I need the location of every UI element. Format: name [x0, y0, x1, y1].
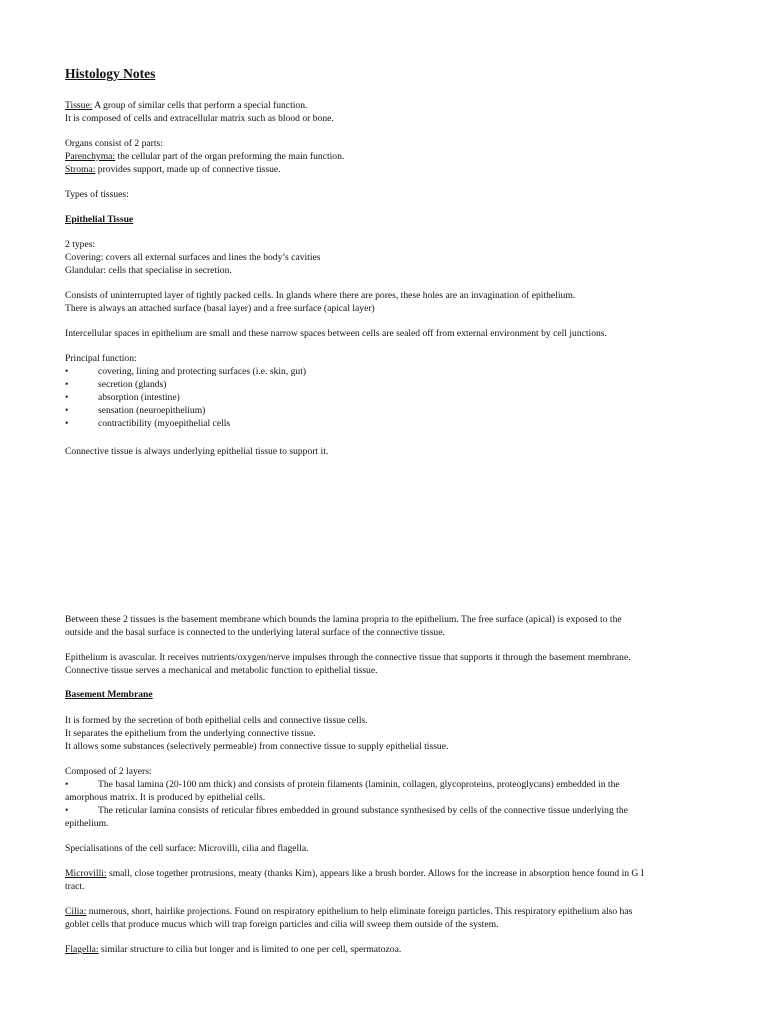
basement-line-1: It is formed by the secretion of both epithelial cells and connective tissue cells. [65, 715, 368, 726]
list-item [65, 418, 725, 431]
bullet-icon: • [65, 418, 69, 429]
bullet-icon: • [65, 392, 69, 403]
list-item-text: secretion (glands) [98, 379, 167, 390]
tissue-definition [65, 100, 725, 113]
list-item-text: The basal lamina (20-100 nm thick) and consists of protein filaments (laminin, collagen, glycoproteins, proteoglycans) embedded in the [98, 779, 620, 790]
parenchyma-definition [65, 151, 725, 164]
between-line-2: outside and the basal surface is connected to the underlying lateral surface of the connective tissue. [65, 627, 445, 638]
bullet-icon: • [65, 379, 69, 390]
cilia-definition [65, 906, 725, 919]
term-flagella: Flagella: [65, 944, 99, 955]
cilia-def: numerous, short, hairlike projections. Found on respiratory epithelium to help eliminate foreign particles. This respiratory epithelium also has [86, 906, 633, 917]
flagella-definition [65, 944, 725, 957]
list-item [65, 392, 725, 405]
flagella-def: similar structure to cilia but longer and is limited to one per cell, spermatozoa. [98, 944, 402, 955]
term-tissue: Tissue: [65, 100, 93, 111]
types-intro: Types of tissues: [65, 189, 129, 200]
microvilli-line-2: tract. [65, 881, 85, 892]
list-item [65, 405, 725, 418]
avascular-line-2: Connective tissue serves a mechanical and metabolic function to epithelial tissue. [65, 665, 378, 676]
bullet-icon: • [65, 779, 69, 790]
term-parenchyma: Parenchyma: [65, 151, 116, 162]
basement-line-3: It allows some substances (selectively permeable) from connective tissue to supply epithelial tissue. [65, 741, 449, 752]
epithelial-types-label: 2 types: [65, 239, 96, 250]
epithelial-consists-1: Consists of uninterrupted layer of tightly packed cells. In glands where there are pores, these holes are an invagination of epithelium. [65, 290, 576, 301]
between-line-1: Between these 2 tissues is the basement membrane which bounds the lamina propria to the epithelium. The free surface (apical) is exposed to the [65, 614, 622, 625]
term-stroma: Stroma: [65, 164, 96, 175]
list-item-text: contractibility (myoepithelial cells [98, 418, 231, 429]
term-microvilli: Microvilli: [65, 868, 107, 879]
microvilli-def: small, close together protrusions, meaty (thanks Kim), appears like a brush border. Allows for the increase in absorption hence found in G I [106, 868, 644, 879]
cilia-line-2: goblet cells that produce mucus which will trap foreign particles and cilia will sweep them outside of the system. [65, 919, 499, 930]
stroma-def: provides support, made up of connective tissue. [95, 164, 281, 175]
basement-layer1-cont: amorphous matrix. It is produced by epithelial cells. [65, 792, 266, 803]
list-item [65, 779, 725, 792]
list-item-text: covering, lining and protecting surfaces (i.e. skin, gut) [98, 366, 307, 377]
page-title: Histology Notes [65, 66, 156, 81]
basement-layer2-cont: epithelium. [65, 818, 109, 829]
stroma-definition [65, 164, 725, 177]
list-item [65, 805, 725, 818]
parenchyma-def: the cellular part of the organ preforming the main function. [115, 151, 345, 162]
list-item-text: sensation (neuroepithelium) [98, 405, 206, 416]
basement-composed: Composed of 2 layers: [65, 766, 152, 777]
bullet-icon: • [65, 405, 69, 416]
organs-intro: Organs consist of 2 parts: [65, 138, 163, 149]
heading-epithelial: Epithelial Tissue [65, 214, 134, 225]
specialisations-line: Specialisations of the cell surface: Microvilli, cilia and flagella. [65, 843, 309, 854]
list-item [65, 379, 725, 392]
epithelial-intercellular: Intercellular spaces in epithelium are small and these narrow spaces between cells are sealed off from external environment by cell junctions. [65, 328, 607, 339]
term-cilia: Cilia: [65, 906, 87, 917]
list-item-text: absorption (intestine) [98, 392, 180, 403]
principal-function-label: Principal function: [65, 353, 137, 364]
tissue-def: A group of similar cells that perform a special function. [92, 100, 308, 111]
connective-note: Connective tissue is always underlying epithelial tissue to support it. [65, 446, 329, 457]
basement-line-2: It separates the epithelium from the underlying connective tissue. [65, 728, 316, 739]
list-item-text: The reticular lamina consists of reticular fibres embedded in ground substance synthesised by cells of the connective tissue underlying the [98, 805, 628, 816]
avascular-line-1: Epithelium is avascular. It receives nutrients/oxygen/nerve impulses through the connective tissue that supports it through the basement membrane. [65, 652, 631, 663]
list-item [65, 366, 725, 379]
bullet-icon: • [65, 805, 69, 816]
tissue-line-2: It is composed of cells and extracellular matrix such as blood or bone. [65, 113, 334, 124]
microvilli-definition [65, 868, 725, 881]
heading-basement-membrane: Basement Membrane [65, 689, 153, 700]
epithelial-consists-2: There is always an attached surface (basal layer) and a free surface (apical layer) [65, 303, 375, 314]
epithelial-glandular: Glandular: cells that specialise in secretion. [65, 265, 232, 276]
bullet-icon: • [65, 366, 69, 377]
epithelial-covering: Covering: covers all external surfaces and lines the body’s cavities [65, 252, 321, 263]
